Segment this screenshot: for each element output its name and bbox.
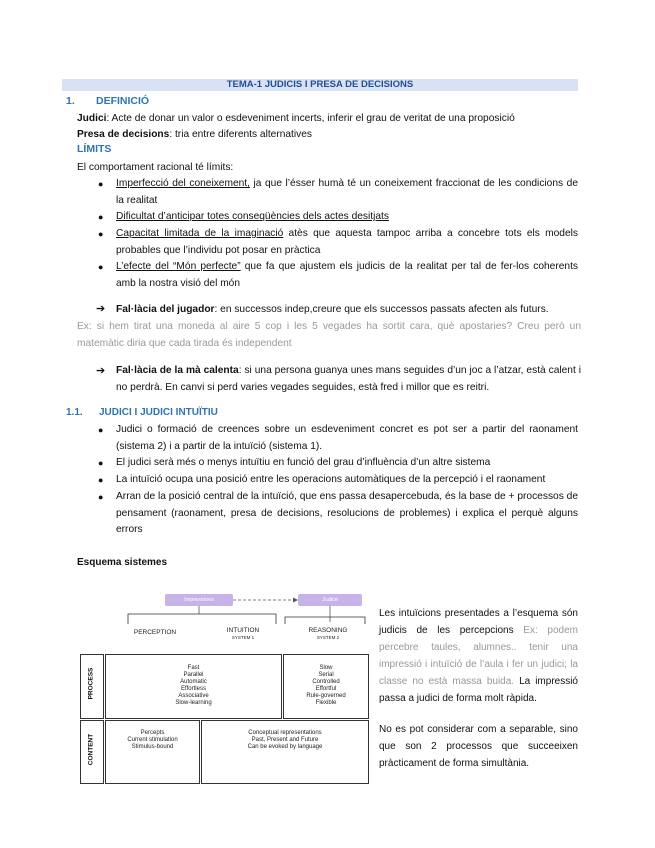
limit-item: L’efecte del “Món perfecte” que fa que ajustem els judicis de la realitat per tal de fer-los coherents amb la nostra visió del món xyxy=(116,261,578,289)
content-left-box: Percepts Current stimulation Stimulus-bound xyxy=(105,720,200,784)
bullet-dot: ● xyxy=(98,179,104,189)
limits-heading: LÍMITS xyxy=(77,143,112,155)
section-1-number: 1. xyxy=(66,95,75,107)
judici-label: Judici xyxy=(77,113,107,124)
content-right-box: Conceptual representations Past, Present and Future Can be evoked by language xyxy=(201,720,369,784)
process-left-box: Fast Parallel Automatic Effortless Associative Slow-learning xyxy=(105,654,282,719)
arrow-icon: ➔ xyxy=(96,303,106,315)
side-paragraph-1: Les intuïcions presentades a l’esquema són judicis de les percepcions Ex: podem percebre taules, alumnes.. tenir una impressió i intuïció de l’aula i fer un judici; la classe no està massa buida. La impressió passa a judici de forma molt ràpida. xyxy=(379,608,578,704)
esquema-heading: Esquema sistemes xyxy=(77,557,168,568)
bullet-dot: ● xyxy=(98,425,104,435)
judici-item: La intuïció ocupa una posició entre les operacions automàtiques de la percepció i el raonament xyxy=(116,474,546,485)
col-perception: PERCEPTION xyxy=(133,629,177,636)
diagram-connectors xyxy=(80,592,370,632)
judici-definition xyxy=(77,111,582,128)
col-reasoning: REASONING xyxy=(308,627,348,634)
bullet-dot: ● xyxy=(98,212,104,222)
process-right-box: Slow Serial Controlled Effortful Rule-governed Flexible xyxy=(283,654,369,719)
bullet-dot: ● xyxy=(98,262,104,272)
judici-item: Arran de la posició central de la intuïció, que ens passa desapercebuda, és la base de + processos de pensament (raonament, presa de decisions, resolucions de problemes) i explica el perquè alguns errors xyxy=(116,491,578,535)
row-content: CONTENT xyxy=(87,733,95,766)
side-paragraph-2: No es pot considerar com a separable, sino que son 2 processos que succeeixen pràcticament de forma simultània. xyxy=(379,724,578,769)
limit-item: Capacitat limitada de la imaginació atès que aquesta tampoc arriba a concebre tots els models probables que l’individu pot posar en pràctica xyxy=(116,228,578,256)
bullet-dot: ● xyxy=(98,458,104,468)
col-intuition-sub: SYSTEM 1 xyxy=(231,635,255,640)
col-intuition: INTUITION xyxy=(226,627,260,634)
judici-item: El judici serà més o menys intuïtiu en funció del grau d’influència d’un altre sistema xyxy=(116,457,491,468)
presa-text: : tria entre diferents alternatives xyxy=(169,129,313,140)
impressions-pill: Impressions xyxy=(165,594,233,606)
judici-text: : Acte de donar un valor o esdeveniment incerts, inferir el grau de veritat de una proposició xyxy=(106,113,515,124)
col-reasoning-sub: SYSTEM 2 xyxy=(316,635,340,640)
systems-diagram xyxy=(80,592,370,782)
section-11-heading: JUDICI I JUDICI INTUÏTIU xyxy=(99,407,218,418)
fallacy-ma-calenta: Fal·làcia de la mà calenta: si una persona guanya unes mans seguides d’un joc a l’atzar, està calent i no perdrà. En canvi si perd varies vegades seguides, està fred i millor que es reitri. xyxy=(116,365,581,393)
section-11-number: 1.1. xyxy=(66,407,83,418)
limits-intro: El comportament racional té límits: xyxy=(77,162,234,173)
presa-label: Presa de decisions xyxy=(77,129,170,140)
judgments-pill: Judice xyxy=(298,594,362,606)
arrow-icon: ➔ xyxy=(96,365,106,377)
fallacy-jugador: Fal·làcia del jugador: en successos indep,creure que els successos passats afecten als futurs. xyxy=(116,304,549,315)
bullet-dot: ● xyxy=(98,475,104,485)
section-1-heading: DEFINICIÓ xyxy=(96,95,150,107)
judici-item: Judici o formació de creences sobre un esdeveniment concret es pot ser a partir del raonament (sistema 2) i a partir de la intuïció (sistema 1). xyxy=(116,424,578,452)
row-process: PROCESS xyxy=(87,667,95,700)
example-moneda: Ex: si hem tirat una moneda al aire 5 cop i les 5 vegades ha sortit cara, què apostaries? Creu però un matemàtic diria que cada tirada és independent xyxy=(77,321,581,349)
presa-definition xyxy=(77,127,582,144)
bullet-dot: ● xyxy=(98,492,104,502)
bullet-dot: ● xyxy=(98,229,104,239)
limit-item: Dificultat d’anticipar totes conseqüències dels actes desitjats xyxy=(116,211,389,222)
page-title: TEMA-1 JUDICIS I PRESA DE DECISIONS xyxy=(62,79,578,91)
limit-item: Imperfecció del coneixement, ja que l’ésser humà té un coneixement fraccionat de les condicions de la realitat xyxy=(116,178,578,206)
